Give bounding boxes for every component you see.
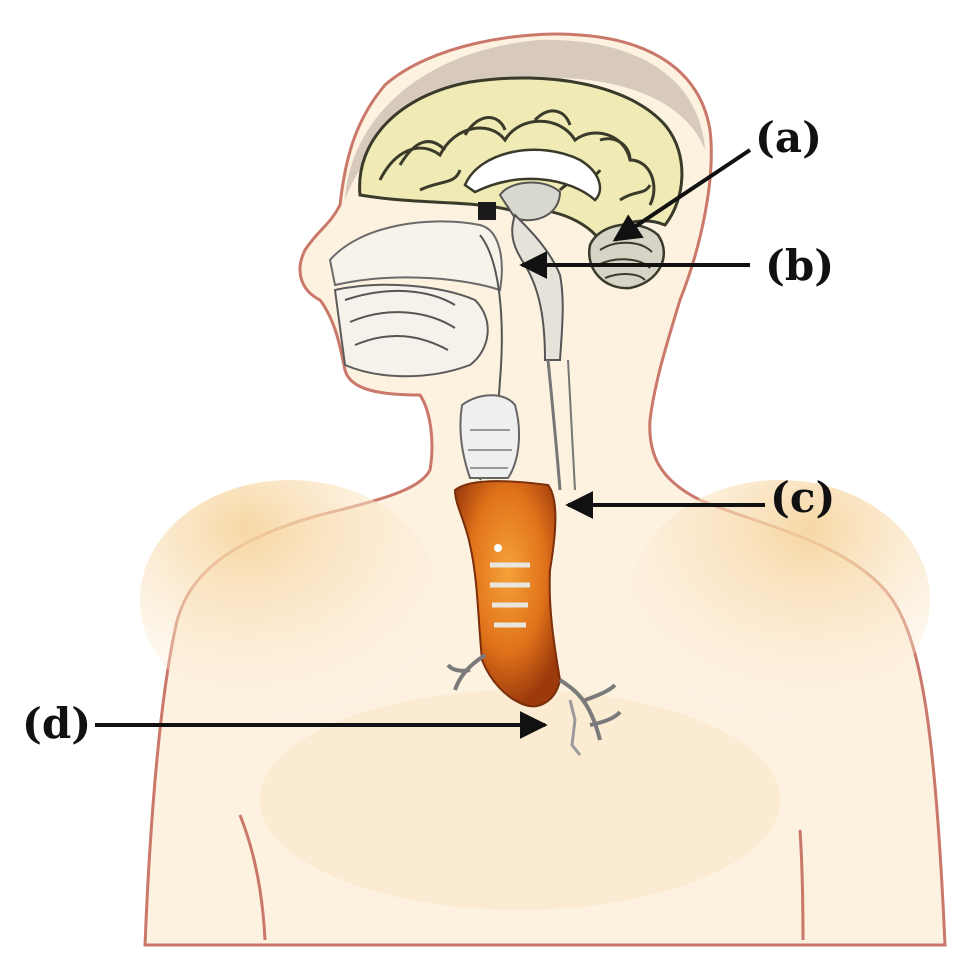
- label-b: (b): [765, 241, 835, 290]
- label-a: (a): [755, 113, 822, 162]
- left-shoulder-shade: [140, 480, 440, 720]
- label-d: (d): [22, 699, 92, 748]
- label-c: (c): [770, 473, 836, 522]
- pituitary-dot: [478, 202, 496, 220]
- tongue-shape: [335, 285, 488, 376]
- larynx: [460, 395, 519, 478]
- gland-highlight: [494, 544, 502, 552]
